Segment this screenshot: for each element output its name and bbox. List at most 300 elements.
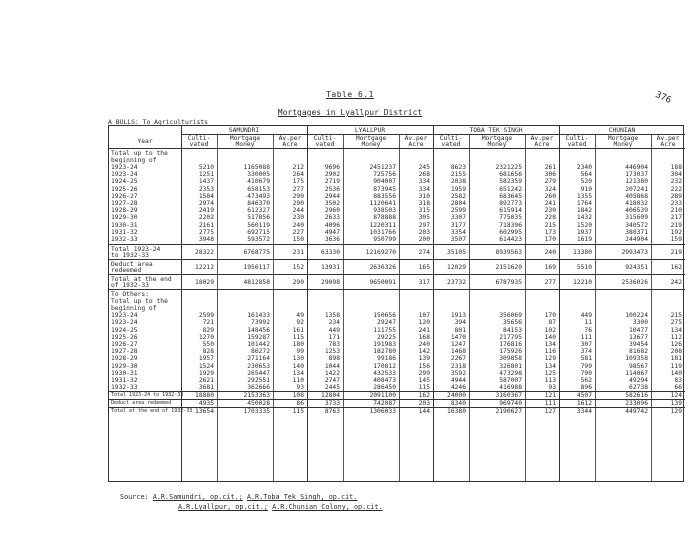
- table-cell: 108: [292, 392, 304, 400]
- table-cell: 2747: [324, 377, 340, 384]
- table-cell: 1470: [450, 333, 466, 341]
- table-cell: 2993473: [621, 249, 648, 257]
- table-cell: 203: [418, 400, 430, 408]
- table-cell: 305: [418, 214, 430, 222]
- table-cell: 275: [670, 319, 682, 327]
- table-cell: 207241: [625, 185, 648, 193]
- section-intro: Total up to the: [111, 298, 168, 306]
- table-cell: 2960: [324, 207, 340, 215]
- table-cell: 129: [544, 355, 556, 363]
- table-cell: 2038: [450, 178, 466, 186]
- table-cell: 1306033: [369, 408, 396, 416]
- table-cell: 230: [544, 207, 556, 215]
- table-cell: 102: [544, 326, 556, 334]
- table-cell: 289: [670, 192, 682, 200]
- row-year: 1930-31: [111, 369, 138, 377]
- table-cell: 3160367: [495, 392, 522, 400]
- table-cell: 4944: [450, 377, 466, 384]
- table-cell: 200: [418, 236, 430, 243]
- table-cell: 406539: [625, 207, 648, 215]
- table-cell: 290: [292, 200, 304, 207]
- table-cell: 309858: [499, 355, 522, 363]
- table-cell: 306: [544, 171, 556, 179]
- table-cell: 244: [292, 207, 304, 215]
- table-cell: 139: [418, 355, 430, 363]
- table-cell: 1355: [576, 192, 592, 200]
- table-cell: 449: [328, 326, 340, 334]
- table-cell: 3733: [324, 400, 340, 408]
- table-cell: 115: [418, 384, 430, 392]
- table-cell: 2599: [198, 312, 214, 320]
- table-cell: 35656: [503, 319, 522, 327]
- table-cell: 129: [670, 408, 682, 416]
- table-cell: 416988: [499, 384, 522, 392]
- table-cell: 2621: [198, 377, 214, 384]
- table-subtitle: Mortgages in Lyallpur District: [277, 108, 423, 117]
- table-cell: 93: [548, 384, 556, 392]
- table-cell: 92: [296, 319, 304, 327]
- table-cell: 3948: [198, 236, 214, 243]
- table-cell: 156: [418, 362, 430, 370]
- total-label: Total 1923-24 to 1932-33: [111, 392, 184, 399]
- table-cell: 161433: [247, 312, 270, 320]
- table-cell: 658153: [247, 185, 270, 193]
- table-cell: 62738: [629, 384, 648, 392]
- table-cell: 212: [292, 164, 304, 171]
- table-cell: 418032: [625, 200, 648, 207]
- table-cell: 140: [544, 333, 556, 341]
- table-cell: 334: [418, 185, 430, 193]
- table-cell: 115: [292, 333, 304, 341]
- table-cell: 919: [580, 185, 592, 193]
- table-cell: 12210: [573, 279, 592, 287]
- table-cell: 119: [670, 362, 682, 370]
- table-cell: 12029: [447, 264, 466, 272]
- district-header: LYALLPUR: [354, 127, 386, 134]
- table-cell: 171: [328, 333, 340, 341]
- table-cell: 114067: [625, 369, 648, 377]
- table-cell: 222: [670, 185, 682, 193]
- table-cell: 232: [670, 178, 682, 186]
- section-intro: To Others:: [111, 291, 149, 299]
- table-cell: 380371: [625, 228, 648, 236]
- table-cell: 139: [670, 400, 682, 408]
- table-cell: 1253: [324, 348, 340, 356]
- row-year: 1923-24: [111, 319, 138, 327]
- row-year: 1930-31: [111, 221, 138, 229]
- row-divider: [109, 289, 685, 290]
- table-cell: 86272: [251, 348, 270, 356]
- table-cell: 432533: [373, 369, 396, 377]
- table-cell: 2636326: [369, 264, 396, 272]
- table-cell: 99: [296, 348, 304, 356]
- table-cell: 63330: [321, 249, 340, 257]
- table-cell: 13380: [573, 249, 592, 257]
- table-cell: 173037: [625, 171, 648, 179]
- table-cell: 13677: [629, 333, 648, 341]
- table-cell: 24000: [447, 392, 466, 400]
- source-ref: A.R.Samundri, op.cit.;: [152, 493, 243, 501]
- table-cell: 1524: [198, 362, 214, 370]
- table-cell: 1044: [324, 362, 340, 370]
- column-header: Mortgage: [607, 135, 639, 142]
- row-year: 1931-32: [111, 377, 138, 384]
- row-year: 1924-25: [111, 326, 138, 334]
- table-cell: 2419: [198, 207, 214, 215]
- row-year: 1923-24: [111, 171, 138, 179]
- table-cell: 217795: [499, 333, 522, 341]
- table-cell: 244904: [625, 236, 648, 243]
- table-cell: 219: [670, 221, 682, 229]
- table-cell: 242: [670, 279, 682, 287]
- column-header: Mortgage: [355, 135, 387, 142]
- table-cell: 8939563: [495, 249, 522, 257]
- table-cell: 86: [296, 400, 304, 408]
- table-cell: 612327: [247, 207, 270, 215]
- row-year: 1932-33: [111, 384, 138, 392]
- table-cell: 2318: [450, 362, 466, 370]
- table-cell: 76: [584, 326, 592, 334]
- table-title: Table 6.1: [326, 90, 374, 99]
- table-cell: 1937: [576, 228, 592, 236]
- table-cell: 162: [670, 264, 682, 272]
- table-cell: 718396: [499, 221, 522, 229]
- table-cell: 1612: [576, 400, 592, 408]
- table-cell: 6787935: [495, 279, 522, 287]
- table-cell: 2091100: [369, 392, 396, 400]
- table-cell: 180: [292, 341, 304, 348]
- table-cell: 1165088: [243, 164, 270, 171]
- table-cell: 299: [418, 369, 430, 377]
- table-cell: 362666: [247, 384, 270, 392]
- year-header: Year: [137, 138, 153, 145]
- table-cell: 111755: [373, 326, 396, 334]
- table-cell: 1120641: [369, 200, 396, 207]
- table-cell: 5510: [576, 264, 592, 272]
- district-header: TOBA TEK SINGH: [469, 127, 523, 134]
- table-cell: 28322: [195, 249, 214, 257]
- table-cell: 109358: [625, 355, 648, 363]
- table-cell: 326801: [499, 362, 522, 370]
- table-cell: 473298: [499, 369, 522, 377]
- table-cell: 12804: [321, 392, 340, 400]
- table-cell: 230: [292, 214, 304, 222]
- source-refs-2: [178, 503, 383, 511]
- total-label: Total at the end: [111, 276, 172, 284]
- table-cell: 140: [670, 369, 682, 377]
- table-cell: 168: [418, 333, 430, 341]
- table-cell: 161: [292, 326, 304, 334]
- source-ref: A.R.Lyallpur, op.cit.;: [178, 503, 269, 511]
- table-cell: 593572: [247, 236, 270, 243]
- row-divider: [109, 274, 685, 275]
- table-cell: 450028: [247, 400, 270, 408]
- table-cell: 260: [544, 192, 556, 200]
- table-cell: 170812: [373, 362, 396, 370]
- table-cell: 374: [580, 348, 592, 356]
- table-cell: 582616: [625, 392, 648, 400]
- column-header: Money: [361, 141, 381, 148]
- row-year: 1926-27: [111, 341, 138, 348]
- table-cell: 2155: [450, 171, 466, 179]
- table-cell: 169: [544, 264, 556, 272]
- table-cell: 35105: [447, 249, 466, 257]
- table-cell: 93: [296, 384, 304, 392]
- row-year: 1929-30: [111, 214, 138, 222]
- table-cell: 227: [292, 228, 304, 236]
- table-cell: 587007: [499, 377, 522, 384]
- total-label: redeemed: [111, 267, 142, 275]
- table-cell: 2902: [324, 171, 340, 179]
- table-cell: 3307: [450, 214, 466, 222]
- table-cell: 29098: [321, 279, 340, 287]
- table-cell: 1959: [450, 185, 466, 193]
- section-a-label: A BULLS: To Agriculturists: [108, 118, 209, 126]
- table-cell: 10477: [629, 326, 648, 334]
- table-cell: 307: [580, 341, 592, 348]
- table-cell: 2974: [198, 200, 214, 207]
- table-cell: 120: [418, 319, 430, 327]
- total-label: of 1932-33: [111, 282, 149, 290]
- table-cell: 8763: [324, 408, 340, 416]
- row-year: 1928-29: [111, 207, 138, 215]
- table-cell: 290: [292, 192, 304, 200]
- row-year: 1927-28: [111, 348, 138, 356]
- table-cell: 2161: [198, 221, 214, 229]
- table-cell: 271164: [247, 355, 270, 363]
- table-cell: 170: [544, 236, 556, 243]
- table-cell: 692715: [247, 228, 270, 236]
- column-header: Av.per: [404, 135, 428, 142]
- table-cell: 356069: [499, 312, 522, 320]
- table-cell: 111: [580, 333, 592, 341]
- table-cell: 159: [670, 236, 682, 243]
- table-cell: 107: [418, 312, 430, 320]
- table-cell: 81682: [629, 348, 648, 356]
- table-cell: 2267: [450, 355, 466, 363]
- table-cell: 1247: [450, 341, 466, 348]
- table-cell: 8340: [450, 400, 466, 408]
- table-cell: 140: [292, 362, 304, 370]
- source-ref: A.R.Toba Tek Singh, op.cit.: [246, 493, 358, 501]
- total-label: Deduct area redeemed: [111, 400, 172, 407]
- table-cell: 13654: [195, 408, 214, 416]
- table-cell: 304: [670, 171, 682, 179]
- row-year: 1929-30: [111, 362, 138, 370]
- table-cell: 84153: [503, 326, 522, 334]
- table-cell: 112: [670, 333, 682, 341]
- table-cell: 116: [544, 348, 556, 356]
- table-cell: 828: [202, 348, 214, 356]
- table-cell: 1432: [576, 214, 592, 222]
- table-cell: 2340: [576, 164, 592, 171]
- table-cell: 799: [580, 362, 592, 370]
- table-cell: 6768775: [243, 249, 270, 257]
- table-cell: 924351: [625, 264, 648, 272]
- table-cell: 2153363: [243, 392, 270, 400]
- table-cell: 8623: [450, 164, 466, 171]
- table-cell: 292551: [247, 377, 270, 384]
- table-cell: 277: [292, 185, 304, 193]
- table-cell: 228: [544, 214, 556, 222]
- row-year: 1923-24: [111, 164, 138, 171]
- table-cell: 121: [544, 392, 556, 400]
- table-cell: 1422: [324, 369, 340, 377]
- table-cell: 241: [418, 326, 430, 334]
- table-cell: 115: [292, 408, 304, 416]
- table-cell: 790: [580, 369, 592, 377]
- table-cell: 279: [544, 178, 556, 186]
- table-cell: 175: [292, 178, 304, 186]
- table-cell: 290: [292, 279, 304, 287]
- table-cell: 651242: [499, 185, 522, 193]
- table-cell: 240: [418, 341, 430, 348]
- table-cell: 330005: [247, 171, 270, 179]
- table-cell: 18029: [195, 279, 214, 287]
- table-cell: 148456: [247, 326, 270, 334]
- table-cell: 602995: [499, 228, 522, 236]
- table-cell: 113: [544, 377, 556, 384]
- table-cell: 2151620: [495, 264, 522, 272]
- table-cell: 18880: [195, 392, 214, 400]
- table-cell: 1703335: [243, 408, 270, 416]
- table-cell: 1270: [198, 333, 214, 341]
- table-cell: 210: [670, 207, 682, 215]
- table-cell: 520: [580, 178, 592, 186]
- table-cell: 3681: [198, 384, 214, 392]
- table-cell: 121380: [625, 178, 648, 186]
- table-cell: 100224: [625, 312, 648, 320]
- table-cell: 1437: [198, 178, 214, 186]
- table-cell: 173: [544, 228, 556, 236]
- table-cell: 615914: [499, 207, 522, 215]
- table-cell: 2321225: [495, 164, 522, 171]
- table-cell: 2536026: [621, 279, 648, 287]
- mortgage-table: [108, 125, 684, 482]
- table-cell: 1358: [324, 312, 340, 320]
- total-label: to 1932-33: [111, 252, 149, 260]
- table-cell: 3344: [576, 408, 592, 416]
- table-cell: 49294: [629, 377, 648, 384]
- column-header: Acre: [408, 141, 424, 148]
- row-year: 1928-29: [111, 355, 138, 363]
- row-year: 1932-33: [111, 236, 138, 243]
- table-cell: 721: [202, 319, 214, 327]
- table-cell: 3507: [450, 236, 466, 243]
- table-cell: 12169270: [365, 249, 396, 257]
- row-year: 1931-32: [111, 228, 138, 236]
- table-cell: 2190627: [495, 408, 522, 416]
- table-cell: 208: [670, 348, 682, 356]
- table-cell: 245: [418, 164, 430, 171]
- table-cell: 29225: [377, 333, 396, 341]
- table-cell: 188: [670, 164, 682, 171]
- table-cell: 241: [544, 200, 556, 207]
- table-cell: 12212: [195, 264, 214, 272]
- source-label: Source:: [120, 493, 149, 501]
- table-cell: 614423: [499, 236, 522, 243]
- table-cell: 297: [418, 221, 430, 229]
- table-cell: 2202: [198, 214, 214, 222]
- column-header: vated: [189, 141, 209, 148]
- table-cell: 2944: [324, 192, 340, 200]
- column-header: Mortgage: [229, 135, 261, 142]
- table-cell: 124: [670, 392, 682, 400]
- table-cell: 317: [418, 279, 430, 287]
- section-intro: beginning of: [111, 157, 157, 164]
- row-divider: [109, 259, 685, 260]
- table-cell: 334: [418, 178, 430, 186]
- table-cell: 99186: [377, 355, 396, 363]
- row-year: 1926-27: [111, 192, 138, 200]
- table-cell: 896: [580, 384, 592, 392]
- table-cell: 5210: [198, 164, 214, 171]
- table-cell: 938503: [373, 207, 396, 215]
- table-cell: 191983: [373, 341, 396, 348]
- table-cell: 83: [674, 377, 682, 384]
- table-cell: 127: [544, 408, 556, 416]
- district-header: SAMUNDRI: [228, 127, 260, 134]
- column-header: vated: [441, 141, 461, 148]
- table-cell: 240: [292, 221, 304, 229]
- table-cell: 562: [580, 377, 592, 384]
- table-cell: 898: [328, 355, 340, 363]
- table-cell: 4096: [324, 221, 340, 229]
- table-cell: 892773: [499, 200, 522, 207]
- table-cell: 564: [580, 171, 592, 179]
- table-cell: 111: [544, 400, 556, 408]
- column-header: Av.per: [530, 135, 554, 142]
- table-cell: 29247: [377, 319, 396, 327]
- table-cell: 2719: [324, 178, 340, 186]
- table-cell: 126: [670, 341, 682, 348]
- table-cell: 16380: [447, 408, 466, 416]
- table-cell: 3354: [450, 228, 466, 236]
- table-cell: 410679: [247, 178, 270, 186]
- table-cell: 446904: [625, 164, 648, 171]
- table-cell: 4947: [324, 228, 340, 236]
- table-cell: 230653: [247, 362, 270, 370]
- table-cell: 215: [670, 312, 682, 320]
- table-cell: 3592: [450, 369, 466, 377]
- table-cell: 144: [418, 408, 430, 416]
- table-cell: 394: [454, 319, 466, 327]
- page-mark: 376: [653, 90, 673, 106]
- table-cell: 87: [548, 319, 556, 327]
- table-cell: 9650091: [369, 279, 396, 287]
- table-cell: 324: [544, 185, 556, 193]
- section-intro: Total up to the: [111, 150, 168, 157]
- table-cell: 261: [544, 164, 556, 171]
- table-cell: 203: [418, 228, 430, 236]
- table-cell: 274: [418, 249, 430, 257]
- column-header: Money: [487, 141, 507, 148]
- row-year: 1925-26: [111, 185, 138, 193]
- total-label: Deduct area: [111, 261, 153, 269]
- column-header: Acre: [282, 141, 298, 148]
- table-cell: 473493: [247, 192, 270, 200]
- table-cell: 1842: [576, 207, 592, 215]
- table-cell: 134: [292, 369, 304, 377]
- table-cell: 408473: [373, 377, 396, 384]
- source-ref: A.R.Chunian Colony, op.cit.: [272, 503, 383, 511]
- table-cell: 1584: [198, 192, 214, 200]
- table-cell: 240: [544, 249, 556, 257]
- column-header: Money: [613, 141, 633, 148]
- table-cell: 134: [544, 362, 556, 370]
- table-cell: 233096: [625, 400, 648, 408]
- table-cell: 66: [674, 384, 682, 392]
